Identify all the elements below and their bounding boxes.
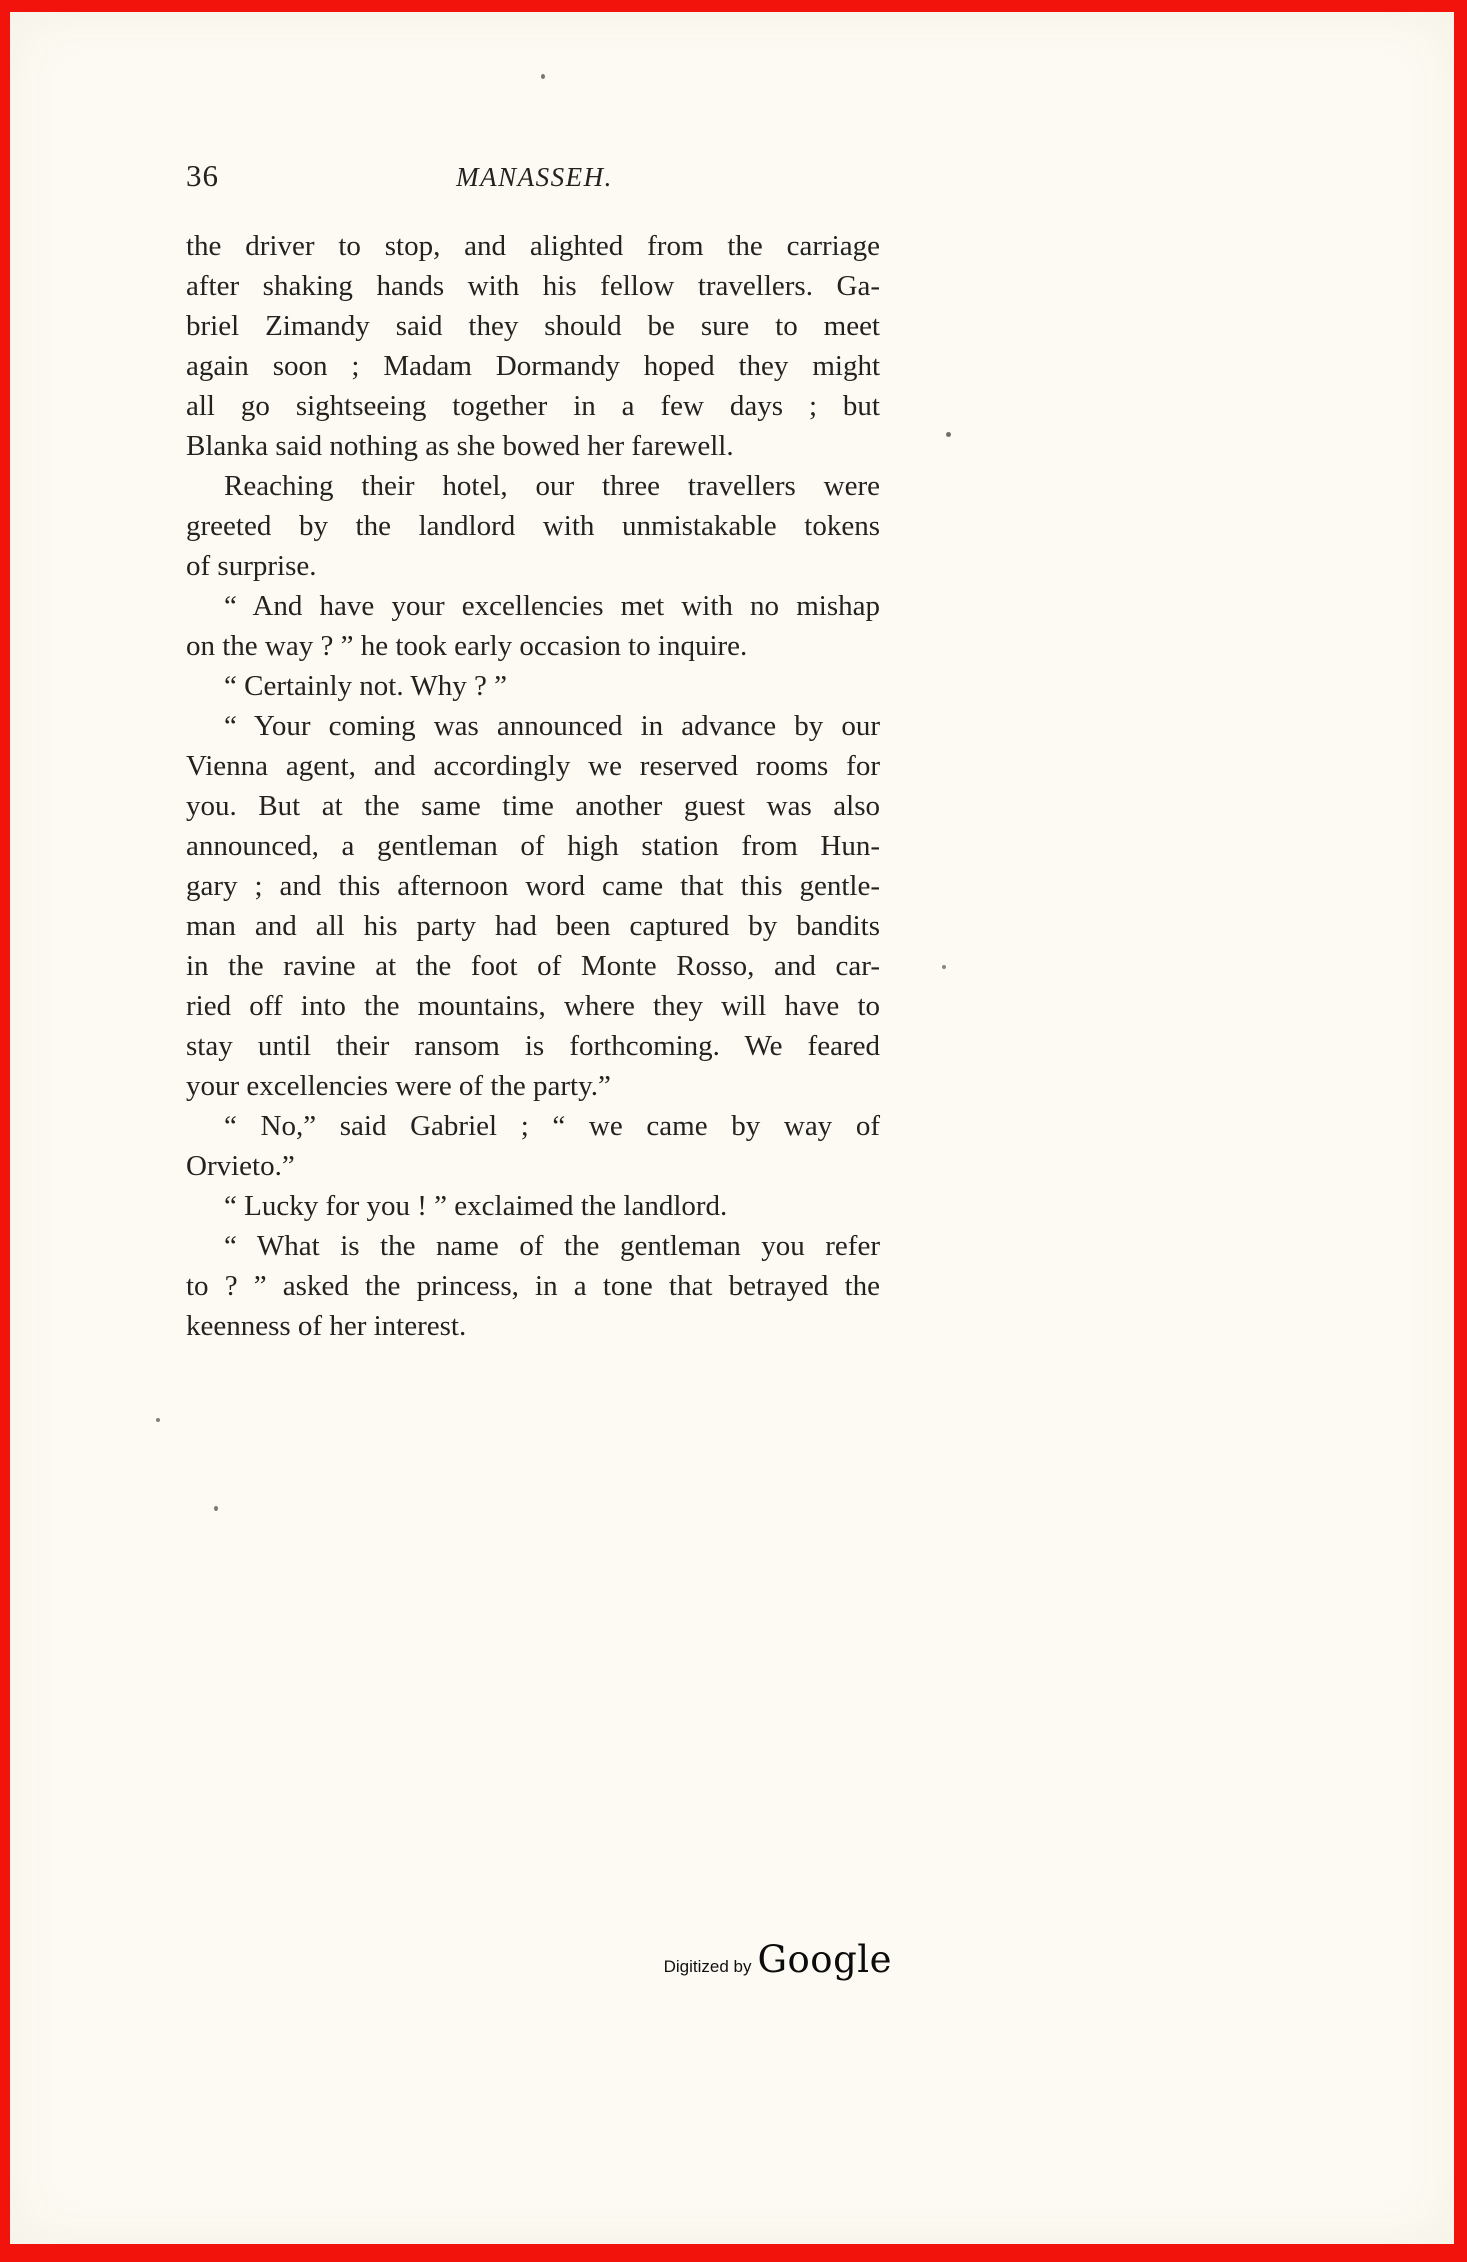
- text-line: your excellencies were of the party.”: [186, 1070, 611, 1102]
- google-logo: Google: [757, 1938, 892, 1981]
- text-line: “ What is the name of the gentleman you refer: [224, 1230, 880, 1262]
- paragraph: [186, 1226, 880, 1346]
- paragraph: [186, 1186, 880, 1226]
- text-line: “ And have your excellencies met with no mishap: [224, 590, 880, 622]
- text-line: “ Your coming was announced in advance by our: [224, 710, 880, 742]
- text-line: man and all his party had been captured by bandits: [186, 910, 880, 942]
- page-number: 36: [186, 158, 219, 193]
- text-line: in the ravine at the foot of Monte Rosso, and car-: [186, 950, 880, 982]
- paragraph: [186, 706, 880, 1106]
- text-line: gary ; and this afternoon word came that this gentle-: [186, 870, 880, 902]
- text-line: briel Zimandy said they should be sure to meet: [186, 310, 880, 342]
- text-line: to ? ” asked the princess, in a tone that betrayed the: [186, 1270, 880, 1302]
- text-block: [186, 226, 880, 1346]
- running-header: [186, 158, 880, 194]
- digitized-by-label: Digitized by: [663, 1957, 752, 1976]
- text-line: “ No,” said Gabriel ; “ we came by way of: [224, 1110, 880, 1142]
- book-page: [10, 12, 1454, 2244]
- paragraph: [186, 586, 880, 666]
- scan-speck: [541, 74, 545, 79]
- text-line: Orvieto.”: [186, 1150, 295, 1182]
- text-line: greeted by the landlord with unmistakable tokens: [186, 510, 880, 542]
- text-line: stay until their ransom is forthcoming. We feared: [186, 1030, 880, 1062]
- text-line: ried off into the mountains, where they will have to: [186, 990, 880, 1022]
- text-line: Blanka said nothing as she bowed her farewell.: [186, 430, 734, 462]
- running-title: MANASSEH.: [456, 162, 613, 192]
- paragraph: [186, 666, 880, 706]
- text-line: after shaking hands with his fellow travellers. Ga-: [186, 270, 880, 302]
- text-line: “ Certainly not. Why ? ”: [224, 670, 507, 702]
- paragraph: [186, 1106, 880, 1186]
- text-line: the driver to stop, and alighted from the carriage: [186, 230, 880, 262]
- scan-speck: [946, 432, 951, 437]
- text-line: keenness of her interest.: [186, 1310, 467, 1342]
- text-line: of surprise.: [186, 550, 317, 582]
- text-line: all go sightseeing together in a few days ; but: [186, 390, 880, 422]
- scan-speck: [156, 1418, 160, 1422]
- text-line: again soon ; Madam Dormandy hoped they might: [186, 350, 880, 382]
- paragraph: [186, 466, 880, 586]
- text-line: “ Lucky for you ! ” exclaimed the landlord.: [224, 1190, 728, 1222]
- scan-speck: [942, 965, 946, 969]
- text-line: Reaching their hotel, our three travellers were: [224, 470, 880, 502]
- footer: [186, 1938, 892, 1981]
- scan-speck: [214, 1506, 218, 1511]
- text-line: announced, a gentleman of high station from Hun-: [186, 830, 880, 862]
- text-line: you. But at the same time another guest was also: [186, 790, 880, 822]
- paragraph: [186, 226, 880, 466]
- text-line: Vienna agent, and accordingly we reserved rooms for: [186, 750, 880, 782]
- text-line: on the way ? ” he took early occasion to inquire.: [186, 630, 748, 662]
- page-content: [186, 158, 880, 1346]
